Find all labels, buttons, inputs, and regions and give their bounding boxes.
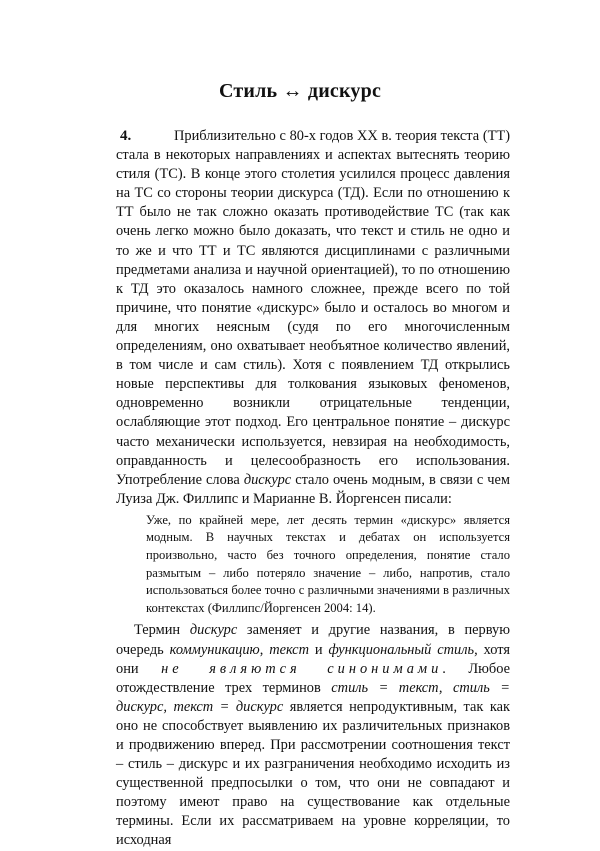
p2-term-discourse: дискурс (189, 622, 238, 639)
block-quote: Уже, по крайней мере, лет десять термин «дискурс» является модным. В научных текстах и дебатах он используется произвольно, часто без точного определения, понятие стало размытым – либо потеряло значение – либо, напротив, стало использоваться более точно с различными значениями в различных контекстах (Филлипс/Йоргенсен 2004: 14). (146, 512, 510, 615)
p2-term-functional-style: функциональный стиль (328, 641, 475, 658)
p2-text-1: заменяет и другие названия, в первую очередь (116, 622, 511, 658)
p2-term-communication: коммуникацию (169, 641, 260, 658)
paragraph-number: 4. (120, 128, 132, 144)
body-text (116, 127, 510, 851)
paragraph-terms (116, 621, 510, 850)
p1-term-discourse: дискурс (243, 471, 292, 488)
p2-text-6: является непродуктивным, так как оно не способствует выявлению их различительных признаков и продвижению вперед. При рассмотрении соотношения текст – стиль – дискурс и их разграничения необходимо исходить из существенной предпосылки о том, что они не совпадают и поэтому имеют право на существование как отдельные термины. Если их рассматриваем на уровне корреляции, то исходная (116, 698, 510, 849)
p1-text-end: стало очень модным, в связи с чем Луиза Дж. Филлипс и Марианне В. Йоргенсен писали: (116, 471, 510, 507)
page-title: Стиль ↔ дискурс (218, 80, 382, 102)
p2-text-3: и (308, 641, 329, 658)
paragraph-4 (116, 127, 510, 509)
p2-text-4: , хотя они (116, 641, 510, 677)
p2-not-synonyms: не являются синонимами (161, 660, 443, 677)
p2-text-0: Термин (134, 622, 190, 639)
p2-text-2: , (259, 641, 270, 658)
p2-term-text: текст (269, 641, 309, 658)
p2-text-5: . Любое отождествление трех терминов (116, 660, 510, 696)
p1-text: Приблизительно с 80-х годов XX в. теория текста (ТТ) стала в некоторых направлениях и аспектах вытеснять теорию стиля (ТС). В конце этого столетия усилился процесс давления на ТС со стороны теории дискурса (ТД). Если по отношению к ТТ было не так сложно оказать противодействие ТС (так как очень легко можно было доказать, что текст и стиль не одно и то же и что ТТ и ТС являются дисциплинами с различными предметами анализа и научной ориентацией), то по отношению к ТД это оказалось намного сложнее, прежде всего по той причине, что понятие «дискурс» было и осталось во многом и для многих неясным (судя по его многочисленным определениям, оно охватывает необъятное количество явлений, в том числе и сам стиль). Хотя с появлением ТД открылись новые перспективы для толкования языковых феноменов, одновременно возникли отрицательные тенденции, ослабляющие этот подход. Его центральное понятие – дискурс часто механически используется, невзирая на необходимость, оправданность и целесообразность его использования. Употребление слова (116, 128, 510, 488)
p2-equations: стиль = текст, стиль = дискурс, текст = дискурс (116, 679, 511, 715)
